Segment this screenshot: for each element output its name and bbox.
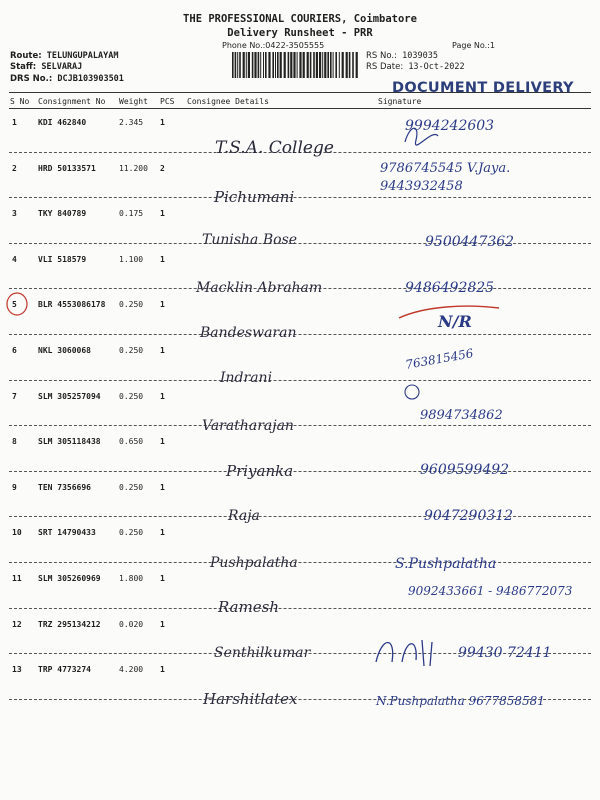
row-consignment-no: SLM 305260969 <box>38 574 101 583</box>
signature-row-8: 9609599492 <box>420 462 510 478</box>
row-weight: 2.345 <box>119 118 144 127</box>
row-sno: 1 <box>12 118 17 127</box>
signature-row-12: 99430 72411 <box>458 645 552 661</box>
barcode-bar <box>319 52 321 78</box>
barcode-bar <box>293 52 295 78</box>
drs-line: DRS No.: DCJB103903501 <box>10 74 124 84</box>
barcode-bar <box>327 52 329 78</box>
row-sno: 7 <box>12 391 17 401</box>
signature-row-4: 9486492825 <box>405 280 495 296</box>
header-rule-top <box>9 92 591 93</box>
table-row <box>0 429 600 471</box>
barcode-bar <box>310 52 312 78</box>
barcode <box>232 52 358 78</box>
signature-row-5: N/R <box>438 312 472 331</box>
row-sno: 9 <box>12 482 17 492</box>
row-divider <box>9 562 591 563</box>
circled-row-marker <box>3 290 33 320</box>
rs-no-line: RS No.: 1039035 <box>366 51 438 61</box>
row-divider <box>9 334 591 335</box>
row-pcs: 1 <box>160 528 165 538</box>
document-delivery-stamp: DOCUMENT DELIVERY <box>392 80 574 96</box>
runsheet-title: Delivery Runsheet - PRR <box>227 27 373 39</box>
rs-date-line: RS Date: 13-Oct-2022 <box>366 62 465 72</box>
row-pcs: 1 <box>160 254 165 264</box>
drs-value: DCJB103903501 <box>57 74 124 84</box>
handwritten-consignee-4: Macklin Abraham <box>196 280 323 296</box>
barcode-bar <box>288 52 290 78</box>
rs-date-value: 13-Oct-2022 <box>408 62 465 72</box>
row-weight: 0.250 <box>119 482 144 492</box>
col-header-pcs: PCS <box>160 97 175 106</box>
barcode-bar <box>342 52 344 78</box>
barcode-bar <box>280 52 282 78</box>
row-consignment-no: HRD 50133571 <box>38 163 96 173</box>
row-weight: 0.250 <box>119 300 144 310</box>
row-consignment-no: VLI 518579 <box>38 254 87 264</box>
row-sno: 3 <box>12 209 17 219</box>
col-header-sno: S No <box>10 97 30 106</box>
row-sno: 11 <box>12 574 22 583</box>
barcode-bar <box>307 52 309 78</box>
barcode-bar <box>324 52 326 78</box>
phone-number: Phone No.:0422-3505555 <box>222 41 325 50</box>
barcode-bar <box>284 52 286 78</box>
row-consignment-no: KDI 462840 <box>38 118 87 127</box>
barcode-bar <box>333 52 334 78</box>
staff-line: Staff: SELVARAJ <box>10 62 83 72</box>
barcode-bar <box>299 52 301 78</box>
signature-scribble-12 <box>372 632 452 672</box>
document-title <box>0 12 600 40</box>
row-sno: 10 <box>12 528 22 538</box>
row-weight: 0.250 <box>119 391 144 401</box>
signature-row-11: 9092433661 - 9486772073 <box>408 584 573 598</box>
barcode-bar <box>265 52 267 78</box>
barcode-bar <box>349 52 351 78</box>
row-weight: 1.800 <box>119 574 144 583</box>
barcode-bar <box>322 52 323 78</box>
row-weight: 11.200 <box>119 163 148 173</box>
barcode-bar <box>356 52 358 78</box>
handwritten-consignee-1: T.S.A. College <box>215 138 334 158</box>
table-row <box>0 384 600 426</box>
handwritten-consignee-11: Ramesh <box>218 598 280 616</box>
row-consignment-no: SLM 305257094 <box>38 391 101 401</box>
row-consignment-no: TKY 840789 <box>38 209 87 219</box>
row-pcs: 1 <box>160 346 165 355</box>
barcode-bar <box>352 52 354 78</box>
barcode-bar <box>248 52 250 78</box>
signature-row-1: 9994242603 <box>405 118 495 134</box>
row-divider <box>9 425 591 426</box>
row-sno: 2 <box>12 163 17 173</box>
handwritten-consignee-7: Varatharajan <box>202 418 294 434</box>
col-header-weight: Weight <box>119 97 148 106</box>
row-weight: 0.250 <box>119 346 144 355</box>
row-sno: 13 <box>12 665 22 675</box>
barcode-bar <box>275 52 276 78</box>
row-pcs: 1 <box>160 574 165 583</box>
table-row <box>0 657 600 699</box>
handwritten-consignee-2: Pichumani <box>214 188 295 206</box>
barcode-bar <box>313 52 315 78</box>
barcode-bar <box>297 52 298 78</box>
barcode-bar <box>243 52 245 78</box>
handwritten-consignee-6: Indrani <box>220 370 273 386</box>
staff-value: SELVARAJ <box>41 62 83 72</box>
row-pcs: 1 <box>160 437 165 447</box>
row-divider <box>9 197 591 198</box>
row-weight: 0.020 <box>119 619 144 629</box>
barcode-bar <box>268 52 270 78</box>
signature-row-10: S.Pushpalatha <box>395 556 497 572</box>
handwritten-consignee-10: Pushpalatha <box>210 555 298 571</box>
company-name: THE PROFESSIONAL COURIERS, Coimbatore <box>183 13 417 25</box>
handwritten-consignee-12: Senthilkumar <box>214 645 311 661</box>
handwritten-consignee-8: Priyanka <box>226 462 294 480</box>
col-header-signature: Signature <box>378 97 422 106</box>
row-pcs: 2 <box>160 163 165 173</box>
barcode-bar <box>260 52 261 78</box>
row-consignment-no: NKL 3060068 <box>38 346 91 355</box>
row-divider <box>9 608 591 609</box>
barcode-bar <box>335 52 337 78</box>
table-row <box>0 520 600 562</box>
signature-row-3: 9500447362 <box>425 234 515 250</box>
col-header-consignee: Consignee Details <box>187 97 269 106</box>
row-sno: 6 <box>12 346 17 355</box>
barcode-bar <box>303 52 305 78</box>
page-number: Page No.:1 <box>452 41 495 50</box>
row-pcs: 1 <box>160 209 165 219</box>
barcode-bar <box>330 52 332 78</box>
barcode-bar <box>237 52 238 78</box>
signature-row-9: 9047290312 <box>424 508 514 524</box>
barcode-bar <box>277 52 279 78</box>
signature-row-7: 9894734862 <box>420 408 503 423</box>
handwritten-consignee-3: Tunisha Bose <box>202 232 298 248</box>
barcode-bar <box>246 52 247 78</box>
barcode-bar <box>272 52 274 78</box>
row-pcs: 1 <box>160 665 165 675</box>
row-weight: 1.100 <box>119 254 144 264</box>
row-sno: 5 <box>12 300 17 310</box>
row-consignment-no: SRT 14790433 <box>38 528 96 538</box>
row-pcs: 1 <box>160 619 165 629</box>
row-consignment-no: BLR 4553086178 <box>38 300 106 310</box>
signature-row-13: N.Pushpalatha 9677858581 <box>376 694 545 708</box>
row-consignment-no: TRP 4773274 <box>38 665 91 675</box>
barcode-bar <box>346 52 348 78</box>
row-pcs: 1 <box>160 391 165 401</box>
row-consignment-no: TEN 7356696 <box>38 482 91 492</box>
barcode-bar <box>290 52 292 78</box>
row-divider <box>9 380 591 381</box>
row-weight: 0.175 <box>119 209 144 219</box>
signature-row-2: 9786745545 V.Jaya. 9443932458 <box>380 161 511 194</box>
route-value: TELUNGUPALAYAM <box>46 51 119 61</box>
table-row <box>0 338 600 380</box>
col-header-consignment: Consignment No <box>38 97 106 106</box>
row-pcs: 1 <box>160 482 165 492</box>
barcode-bar <box>232 52 234 78</box>
barcode-bar <box>254 52 256 78</box>
barcode-bar <box>339 52 340 78</box>
signature-scribble-6 <box>400 380 426 406</box>
row-sno: 4 <box>12 254 17 264</box>
row-weight: 0.650 <box>119 437 144 447</box>
header-rule-bottom <box>9 108 591 109</box>
row-pcs: 1 <box>160 300 165 310</box>
row-pcs: 1 <box>160 118 165 127</box>
signature-scribble-1 <box>402 122 442 148</box>
row-weight: 0.250 <box>119 528 144 538</box>
row-consignment-no: SLM 305118438 <box>38 437 101 447</box>
barcode-bar <box>316 52 318 78</box>
barcode-bar <box>252 52 254 78</box>
route-line: Route: TELUNGUPALAYAM <box>10 51 119 61</box>
table-row <box>0 292 600 334</box>
barcode-bar <box>239 52 241 78</box>
handwritten-consignee-13: Harshitlatex <box>203 690 298 708</box>
row-consignment-no: TRZ 295134212 <box>38 619 101 629</box>
handwritten-consignee-5: Bandeswaran <box>200 325 297 341</box>
handwritten-consignee-9: Raja <box>228 508 260 524</box>
row-weight: 4.200 <box>119 665 144 675</box>
barcode-bar <box>258 52 260 78</box>
rs-no-value: 1039035 <box>402 51 438 61</box>
barcode-bar <box>263 52 264 78</box>
barcode-bar <box>235 52 237 78</box>
row-sno: 8 <box>12 437 17 447</box>
signature-row-6: 763815456 <box>404 346 475 372</box>
row-sno: 12 <box>12 619 22 629</box>
